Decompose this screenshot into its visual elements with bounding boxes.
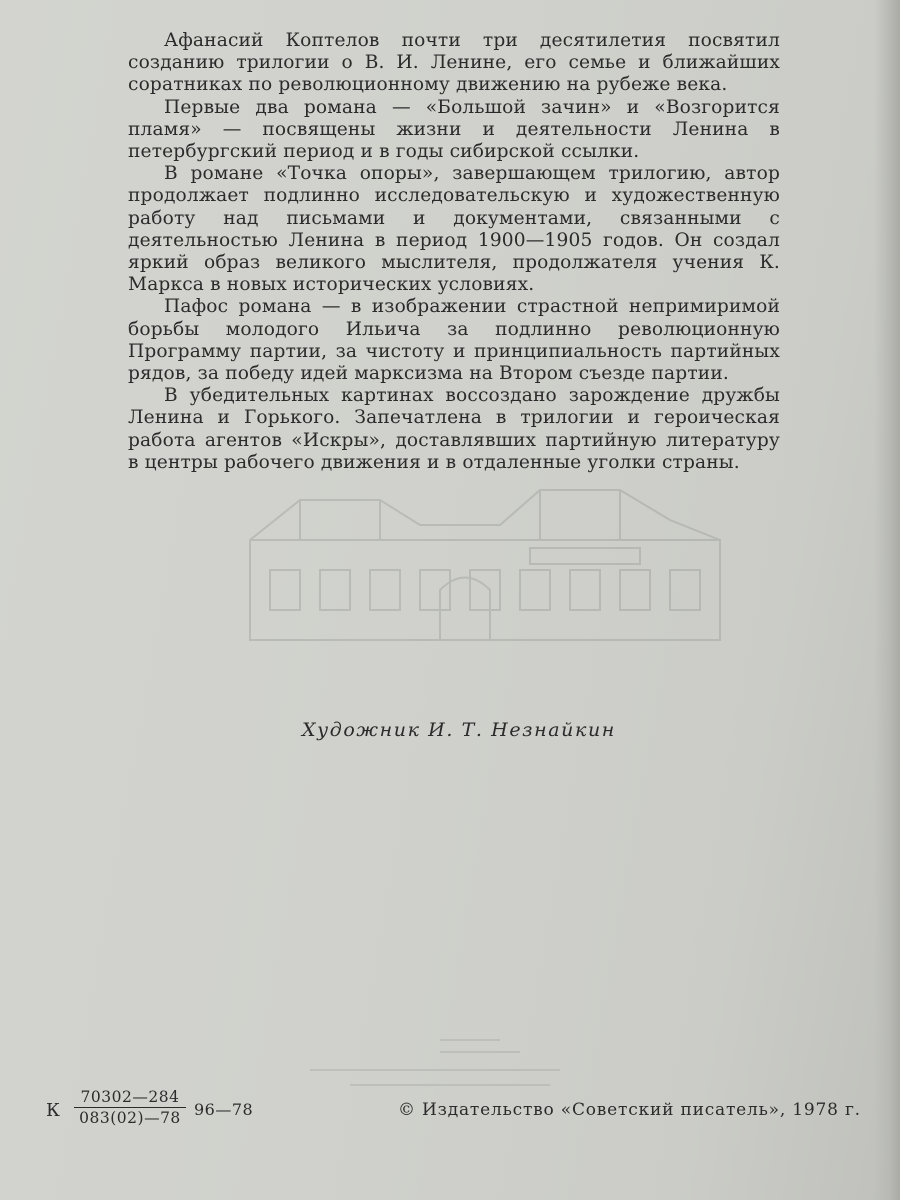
artist-credit: Художник И. Т. Незнайкин — [302, 719, 616, 741]
catalog-numerator: 70302—284 — [74, 1088, 186, 1108]
annotation-paragraph: Первые два романа — «Большой зачин» и «Возгорится пламя» — посвящены жизни и деятельности Ленина в петербургский период и в годы сибирской ссылки. — [128, 96, 780, 163]
annotation-paragraph: В убедительных картинах воссоздано зарождение дружбы Ленина и Горького. Запечатлена в трилогии и героическая работа агентов «Искры», доставлявших партийную литературу в центры рабочего движения и в отдаленные уголки страны. — [128, 385, 780, 473]
annotation-paragraph: Пафос романа — в изображении страстной непримиримой борьбы молодого Ильича за подлинно революционную Программу партии, за чистоту и принципиальность партийных рядов, за победу идей марксизма на Втором съезде партии. — [128, 296, 780, 385]
annotation-paragraph: В романе «Точка опоры», завершающем трилогию, автор продолжает подлинно исследовательскую и художественную работу над письмами и документами, связанными с деятельностью Ленина в период 1900—1905 годов. Он создал яркий образ великого мыслителя, продолжателя учения К. Маркса в новых исторических условиях. — [128, 163, 780, 296]
annotation-paragraph: Афанасий Коптелов почти три десятилетия посвятил созданию трилогии о В. И. Ленине, его семье и ближайших соратниках по революционному движению на рубеже века. — [128, 30, 780, 96]
building-watermark-illustration — [240, 470, 730, 650]
page-edge-shadow — [874, 0, 900, 1200]
copyright-notice: © Издательство «Советский писатель», 1978 г. — [398, 1100, 861, 1120]
catalog-denominator: 083(02)—78 — [79, 1109, 181, 1127]
annotation-text — [128, 30, 780, 474]
catalog-prefix: К — [46, 1100, 60, 1121]
imprint-footer — [0, 1088, 900, 1138]
catalog-index-fraction — [74, 1088, 186, 1127]
catalog-suffix: 96—78 — [194, 1100, 254, 1119]
